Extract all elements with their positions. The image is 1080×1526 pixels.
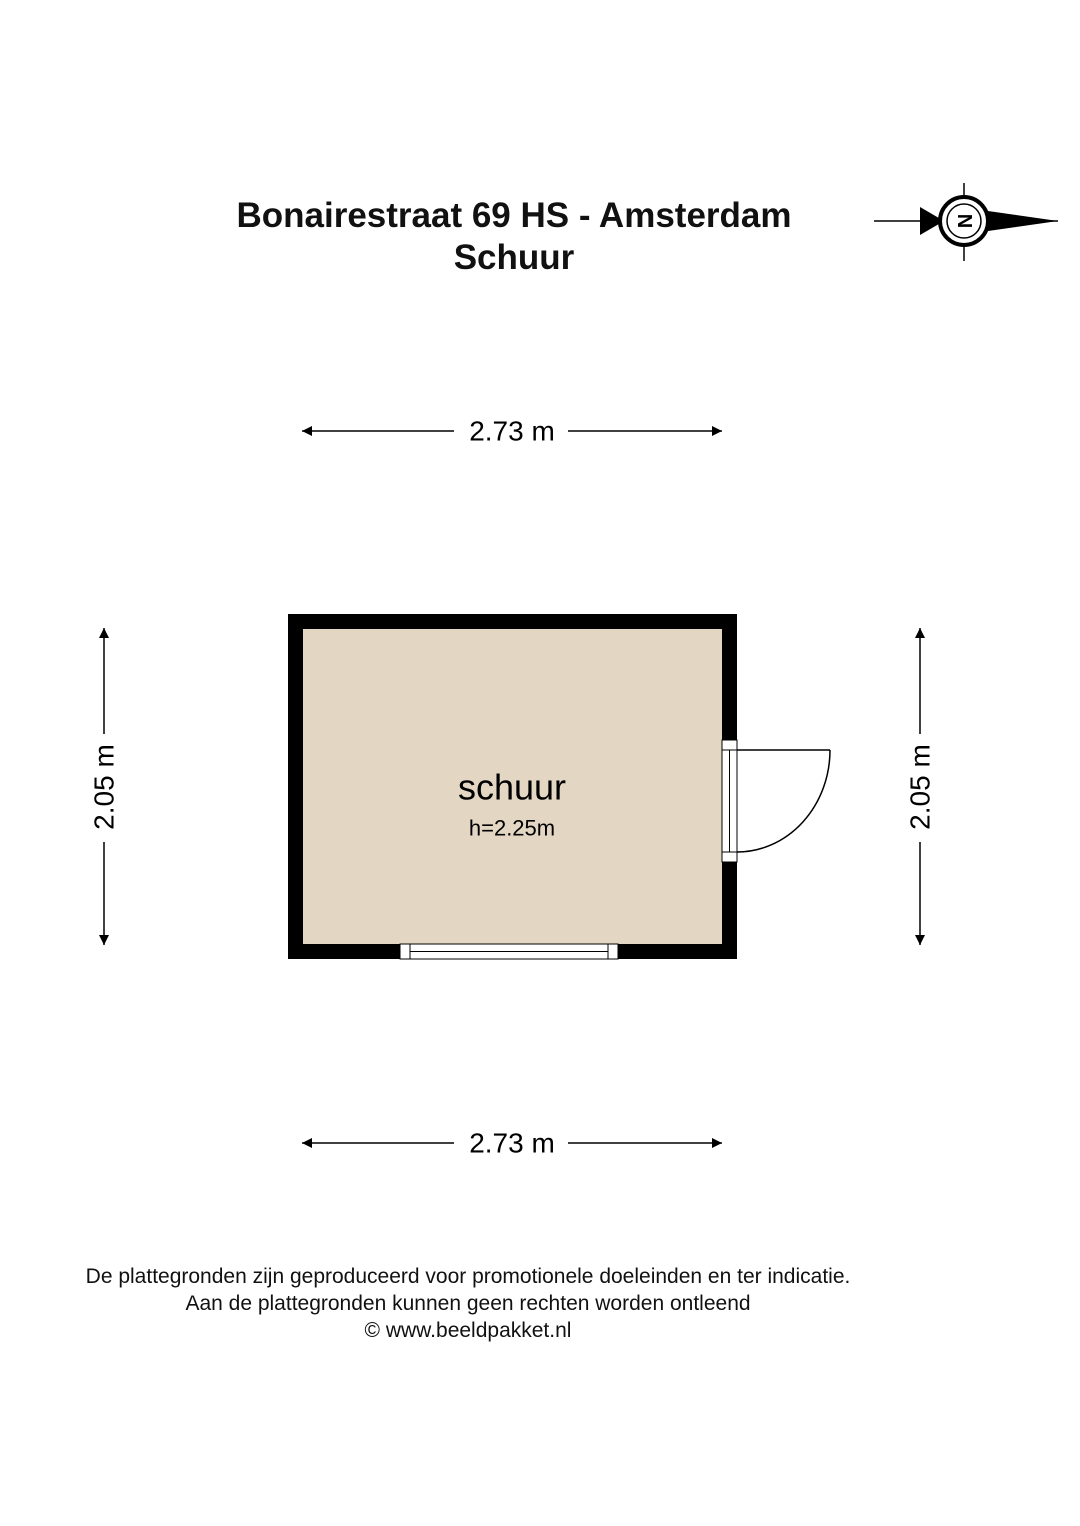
compass-north-arrow-icon — [874, 183, 1058, 261]
dimension-bottom — [302, 1128, 722, 1159]
dimension-top-label: 2.73 m — [469, 415, 555, 447]
copyright-notice: © www.beeldpakket.nl — [364, 1319, 572, 1342]
dimension-bottom-label: 2.73 m — [469, 1127, 555, 1159]
dimension-left — [89, 628, 120, 945]
compass-label: N — [953, 213, 975, 229]
room-height: h=2.25m — [468, 815, 556, 841]
dimension-right — [905, 628, 936, 945]
plan-title: Bonairestraat 69 HS - Amsterdam — [236, 196, 792, 235]
disclaimer-line-1: De plattegronden zijn geproduceerd voor promotionele doeleinden en ter indicatie. — [85, 1265, 851, 1288]
door-right — [722, 740, 830, 862]
dimension-right-label: 2.05 m — [904, 744, 936, 830]
dimension-left-label: 2.05 m — [88, 744, 120, 830]
dimension-top — [302, 416, 722, 447]
disclaimer-line-2: Aan de plattegronden kunnen geen rechten worden ontleend — [185, 1292, 751, 1315]
plan-subtitle: Schuur — [453, 238, 575, 277]
room-name: schuur — [457, 766, 567, 808]
window-bottom — [400, 944, 618, 959]
